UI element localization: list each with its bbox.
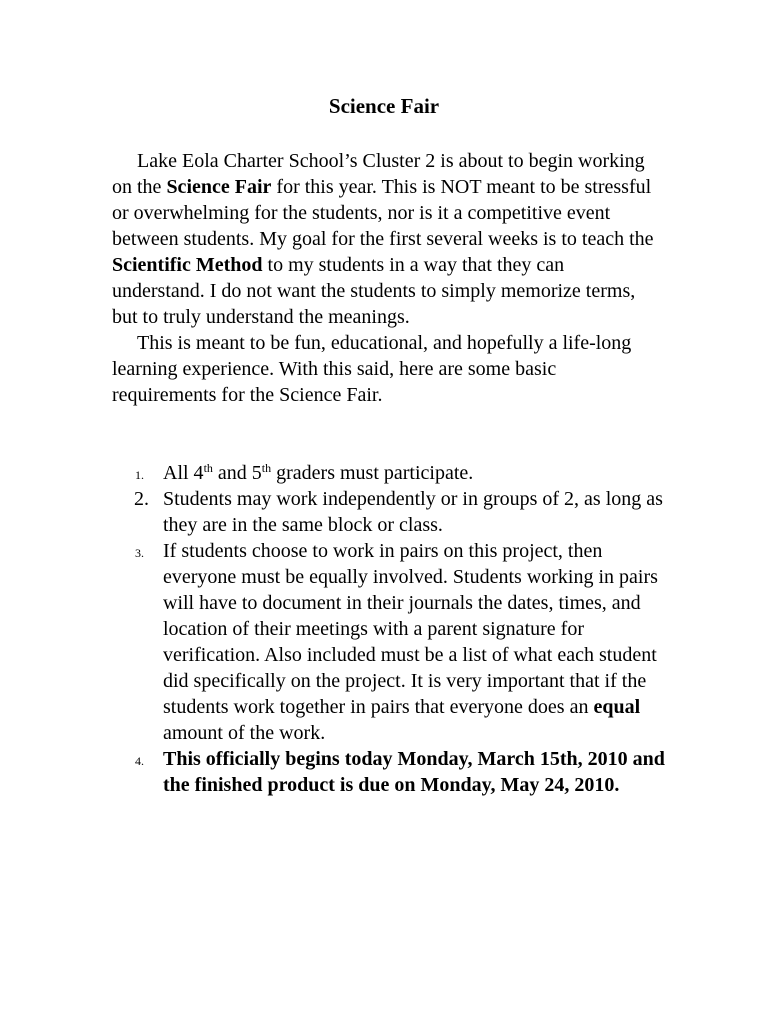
req-1-text-b: and 5 <box>212 462 262 484</box>
page-title: Science Fair <box>328 94 440 118</box>
list-item-number: 4. <box>135 754 144 768</box>
list-item-number: 3. <box>135 546 144 560</box>
req-1-sup-1: th <box>203 461 213 475</box>
list-item <box>112 486 672 538</box>
intro-paragraph-1 <box>112 148 660 330</box>
intro-paragraph-2: This is meant to be fun, educational, and hopefully a life-long learning experience. With this said, here are some basic requirements for the Science Fair. <box>112 332 632 406</box>
intro-text <box>112 148 660 408</box>
list-item <box>112 538 672 746</box>
science-fair-bold: Science Fair <box>166 176 272 198</box>
req-3-text-b: amount of the work. <box>163 722 326 744</box>
requirements-list <box>112 460 672 798</box>
list-item-number: 1. <box>135 468 144 482</box>
req-2-text: Students may work independently or in groups of 2, as long as they are in the same block or class. <box>163 488 663 536</box>
intro-p1-text-c: to my students in a way that they can understand. I do not want the students to simply memorize terms, but to truly understand the meanings. <box>112 254 636 328</box>
req-1-text-a: All 4 <box>163 462 204 484</box>
intro-p1-text-b: for this year. This is NOT meant to be stressful or overwhelming for the students, nor is it a competitive event between students. My goal for the first several weeks is to teach the <box>112 176 654 250</box>
req-1-sup-2: th <box>261 461 272 475</box>
req-4-text: This officially begins today Monday, March 15th, 2010 and the finished product is due on Monday, May 24, 2010. <box>163 748 665 796</box>
list-item <box>112 460 672 486</box>
intro-p1-text-a: Lake Eola Charter School’s Cluster 2 is about to begin working on the <box>112 150 645 198</box>
req-1-text-c: graders must participate. <box>271 462 474 484</box>
list-item-number: 2. <box>134 488 149 510</box>
list-item <box>112 746 672 798</box>
req-3-text-a: If students choose to work in pairs on this project, then everyone must be equally involved. Students working in pairs will have to document in their journals the dates, times, and location of their meetings with a parent signature for verification. Also included must be a list of what each student did specifically on the project. It is very important that if the students work together in pairs that everyone does an <box>163 540 658 718</box>
equal-bold: equal <box>593 696 641 718</box>
scientific-method-bold: Scientific Method <box>112 254 263 276</box>
